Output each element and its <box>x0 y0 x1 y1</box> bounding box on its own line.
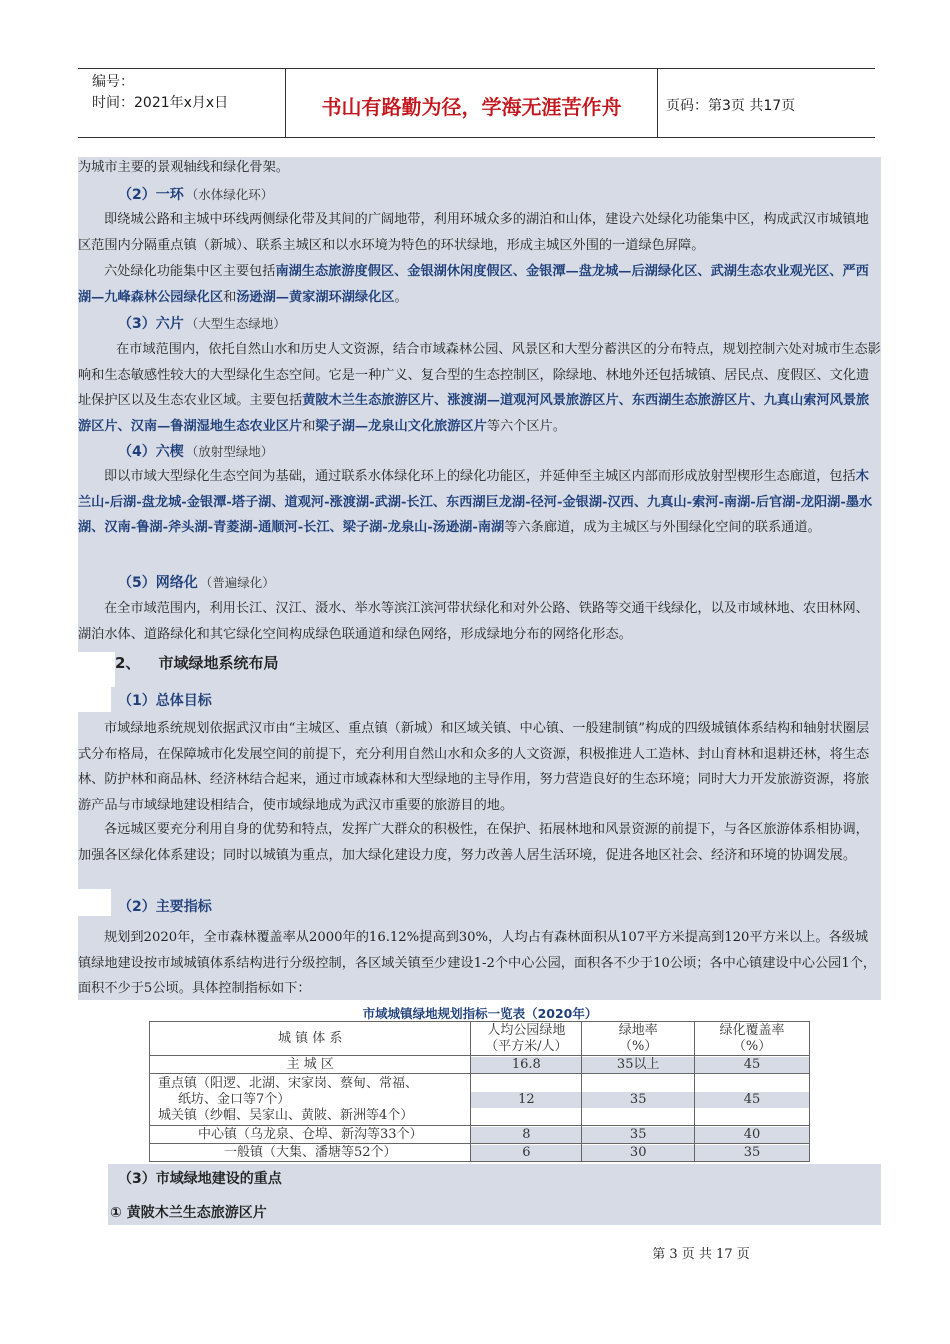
paragraph: 为城市主要的景观轴线和绿化骨架。 <box>78 160 289 175</box>
index-gutter <box>78 889 111 916</box>
table-cell <box>582 1056 695 1074</box>
heading-six <box>118 313 286 333</box>
header-line: 绿化覆盖率 <box>719 1022 785 1038</box>
text-run: 即以市域大型绿化生态空间为基础，通过联系水体绿化环上的绿化功能区，并延伸至主城区内部而形成放射型楔形生态廊道，包括 <box>104 469 856 484</box>
table-header-row <box>150 1022 810 1056</box>
table-cell <box>695 1126 810 1144</box>
heading-wedge <box>118 441 273 461</box>
header-line: （%） <box>619 1038 658 1054</box>
header-line: 绿地率 <box>618 1022 658 1038</box>
text-run: 等六条廊道，成为主城区与外围绿化空间的联系通道。 <box>504 520 821 536</box>
section-number: 2、 <box>115 654 141 672</box>
doc-code-label: 编号： <box>92 74 134 90</box>
cell-value: 35以上 <box>582 1057 694 1073</box>
paragraph <box>78 464 881 541</box>
table-row <box>150 1144 810 1162</box>
heading-subtitle: （普遍绿化） <box>199 575 275 590</box>
cell-line: 纸坊、金口等7个） <box>178 1091 291 1107</box>
table-title: 市域城镇绿地规划指标一览表（2020年） <box>362 1006 598 1021</box>
table-cell <box>695 1074 810 1126</box>
cell-line: 城关镇（纱帽、吴家山、黄陂、新洲等4个） <box>158 1107 414 1123</box>
heading-subtitle: （放射型绿地） <box>185 444 274 459</box>
cell-value: 35 <box>582 1092 694 1108</box>
heading-ring <box>118 184 273 204</box>
paragraph: 规划到2020年，全市森林覆盖率从2000年的16.12%提高到30%，人均占有森林面积从107平方米提高到120平方米以上。各级城镇绿地建设按市域城镇体系结构进行分级控制，各区域关镇至少建设1-2个中心公园，面积各不少于10公顷；各中心镇建设中心公园1个，面积不少于5公顷。具体控制指标如下： <box>78 930 877 997</box>
table-cell <box>471 1074 582 1126</box>
table-cell <box>582 1144 695 1162</box>
table-cell: 主 城 区 <box>150 1056 471 1074</box>
heading-key: （3）市域绿地建设的重点 <box>118 1171 282 1187</box>
key-gutter <box>78 1164 108 1225</box>
table-header-cell <box>695 1022 810 1056</box>
cell-value: 45 <box>695 1092 809 1108</box>
section-heading <box>115 652 278 673</box>
sec2-gutter <box>78 652 115 687</box>
indicator-table <box>149 1021 810 1162</box>
cell-value: 35 <box>695 1145 809 1161</box>
heading-index: （2）主要指标 <box>118 899 212 915</box>
text-run: 和 <box>223 289 237 305</box>
section-title: 市域绿地系统布局 <box>158 654 279 672</box>
cell-value: 12 <box>471 1092 581 1108</box>
cell-value: 6 <box>471 1145 581 1161</box>
table-cell <box>471 1144 582 1162</box>
heading-text: （2）一环 <box>118 187 184 203</box>
cell-value: 16.8 <box>471 1057 581 1073</box>
cell-value: 8 <box>471 1127 581 1143</box>
doc-time-label: 时间：2021年x月x日 <box>92 95 229 111</box>
heading-text: （3）六片 <box>118 316 184 332</box>
header-page-label: 页码：第3页 共17页 <box>666 98 796 114</box>
table-row <box>150 1074 810 1126</box>
table-cell <box>582 1074 695 1126</box>
text-run: 和 <box>302 419 316 435</box>
paragraph: 市域绿地系统规划依据武汉市由“主城区、重点镇（新城）和区域关镇、中心镇、一般建制镇”构成的四级城镇体系结构和轴射状圈层式分布格局，在保障城市化发展空间的前提下，充分利用自然山水和众多的人文资源，积极推进人工造林、封山育林和退耕还林，将生态林、防护林和商品林、经济林结合起来，通过市域森林和大型绿地的主导作用，努力营造良好的生态环境；同时大力开发旅游资源，将旅游产品与市域绿地建设相结合，使市域绿地成为武汉市重要的旅游目的地。 <box>78 721 870 814</box>
paragraph <box>78 259 881 310</box>
header-line: （%） <box>732 1038 772 1054</box>
table-row <box>150 1056 810 1074</box>
table-header-cell <box>582 1022 695 1056</box>
heading-text: （4）六楔 <box>118 444 184 460</box>
heading-goal: （1）总体目标 <box>118 693 212 709</box>
highlight-text: 木兰山-后湖-盘龙城-金银潭-塔子湖、道观河-涨渡湖-武湖-长江、东西湖巨龙湖-径河-金银湖-汉西、九真山-索河-南湖-后官湖-龙阳湖-墨水湖、汉南-鲁湖-斧头湖-青菱湖-通顺河-长江、梁子湖-龙泉山-汤逊湖-南湖 <box>78 469 873 536</box>
paragraph <box>78 337 881 440</box>
cell-value: 40 <box>695 1127 809 1143</box>
table-header-cell: 城 镇 体 系 <box>150 1022 471 1056</box>
text-run: 在市域范围内，依托自然山水和历史人文资源，结合市域森林公园、风景区和大型分蓄洪区的分布特点，规划控制六处对城市生态影响和生态敏感性较大的大型绿化生态空间。它是一种广义、复合型的生态控制区，除绿地、林地外还包括城镇、居民点、度假区、文化遗址保护区以及生态农业区域。主要包括 <box>78 342 881 409</box>
heading-text: （5）网络化 <box>118 575 198 591</box>
highlight-text: 黄陂木兰生态旅游区片、涨渡湖—道观河风景旅游区片、东西湖生态旅游区片、九真山索河风景旅游区片、汉南—鲁湖湿地生态农业区片 <box>78 393 870 435</box>
text-run: 。 <box>394 289 408 305</box>
text-run: 等六个区片。 <box>486 419 566 435</box>
page-footer <box>0 1243 950 1262</box>
highlight-text: 南湖生态旅游度假区、金银湖休闲度假区、金银潭—盘龙城—后湖绿化区、武湖生态农业观光区、严西湖—九峰森林公园绿化区 <box>78 264 869 305</box>
table-cell <box>471 1056 582 1074</box>
header-meta <box>78 69 286 137</box>
table-cell: 一般镇（大集、潘塘等52个） <box>150 1144 471 1162</box>
heading-key-item: ① 黄陂木兰生态旅游区片 <box>110 1205 267 1221</box>
cell-value: 30 <box>582 1145 694 1161</box>
table-header-cell <box>471 1022 582 1056</box>
header-line: （平方米/人） <box>485 1038 568 1054</box>
cell-line: 重点镇（阳逻、北湖、宋家岗、蔡甸、常福、 <box>158 1075 419 1091</box>
table-cell <box>150 1074 471 1126</box>
heading-subtitle: （大型生态绿地） <box>185 316 286 331</box>
highlight-text: 汤逊湖—黄家湖环湖绿化区 <box>236 289 395 305</box>
paragraph: 在全市域范围内，利用长江、汉江、滠水、举水等滨江滨河带状绿化和对外公路、铁路等交通干线绿化，以及市域林地、农田林网、湖泊水体、道路绿化和其它绿化空间构成绿色联通道和绿色网络，形成绿地分布的网络化形态。 <box>78 601 869 642</box>
goal-gutter <box>78 687 111 712</box>
text-run: 六处绿化功能集中区主要包括 <box>104 264 276 279</box>
paragraph: 各远城区要充分利用自身的优势和特点，发挥广大群众的积极性，在保护、拓展林地和风景资源的前提下，与各区旅游体系相协调，加强各区绿化体系建设；同时以城镇为重点，加大绿化建设力度，努力改善人居生活环境，促进各地区社会、经济和环境的协调发展。 <box>78 822 869 863</box>
cell-value: 45 <box>695 1057 809 1073</box>
table-row <box>150 1126 810 1144</box>
page-header <box>78 68 875 138</box>
table-cell <box>471 1126 582 1144</box>
heading-subtitle: （水体绿化环） <box>185 187 274 202</box>
footer-page-number: 第 3 页 共 17 页 <box>652 1247 750 1262</box>
cell-value: 35 <box>582 1127 694 1143</box>
header-motto: 书山有路勤为径，学海无涯苦作舟 <box>286 69 658 137</box>
table-cell <box>695 1144 810 1162</box>
table-cell: 中心镇（乌龙泉、仓埠、新沟等33个） <box>150 1126 471 1144</box>
paragraph: 即绕城公路和主城中环线两侧绿化带及其间的广阔地带，利用环城众多的湖泊和山体，建设六处绿化功能集中区，构成武汉市城镇地区范围内分隔重点镇（新城）、联系主城区和以水环境为特色的环状绿地，形成主城区外围的一道绿色屏障。 <box>78 212 869 253</box>
header-line: 人均公园绿地 <box>487 1022 566 1038</box>
table-cell <box>695 1056 810 1074</box>
heading-network <box>118 572 275 592</box>
highlight-text: 梁子湖—龙泉山文化旅游区片 <box>315 419 487 435</box>
table-cell <box>582 1126 695 1144</box>
